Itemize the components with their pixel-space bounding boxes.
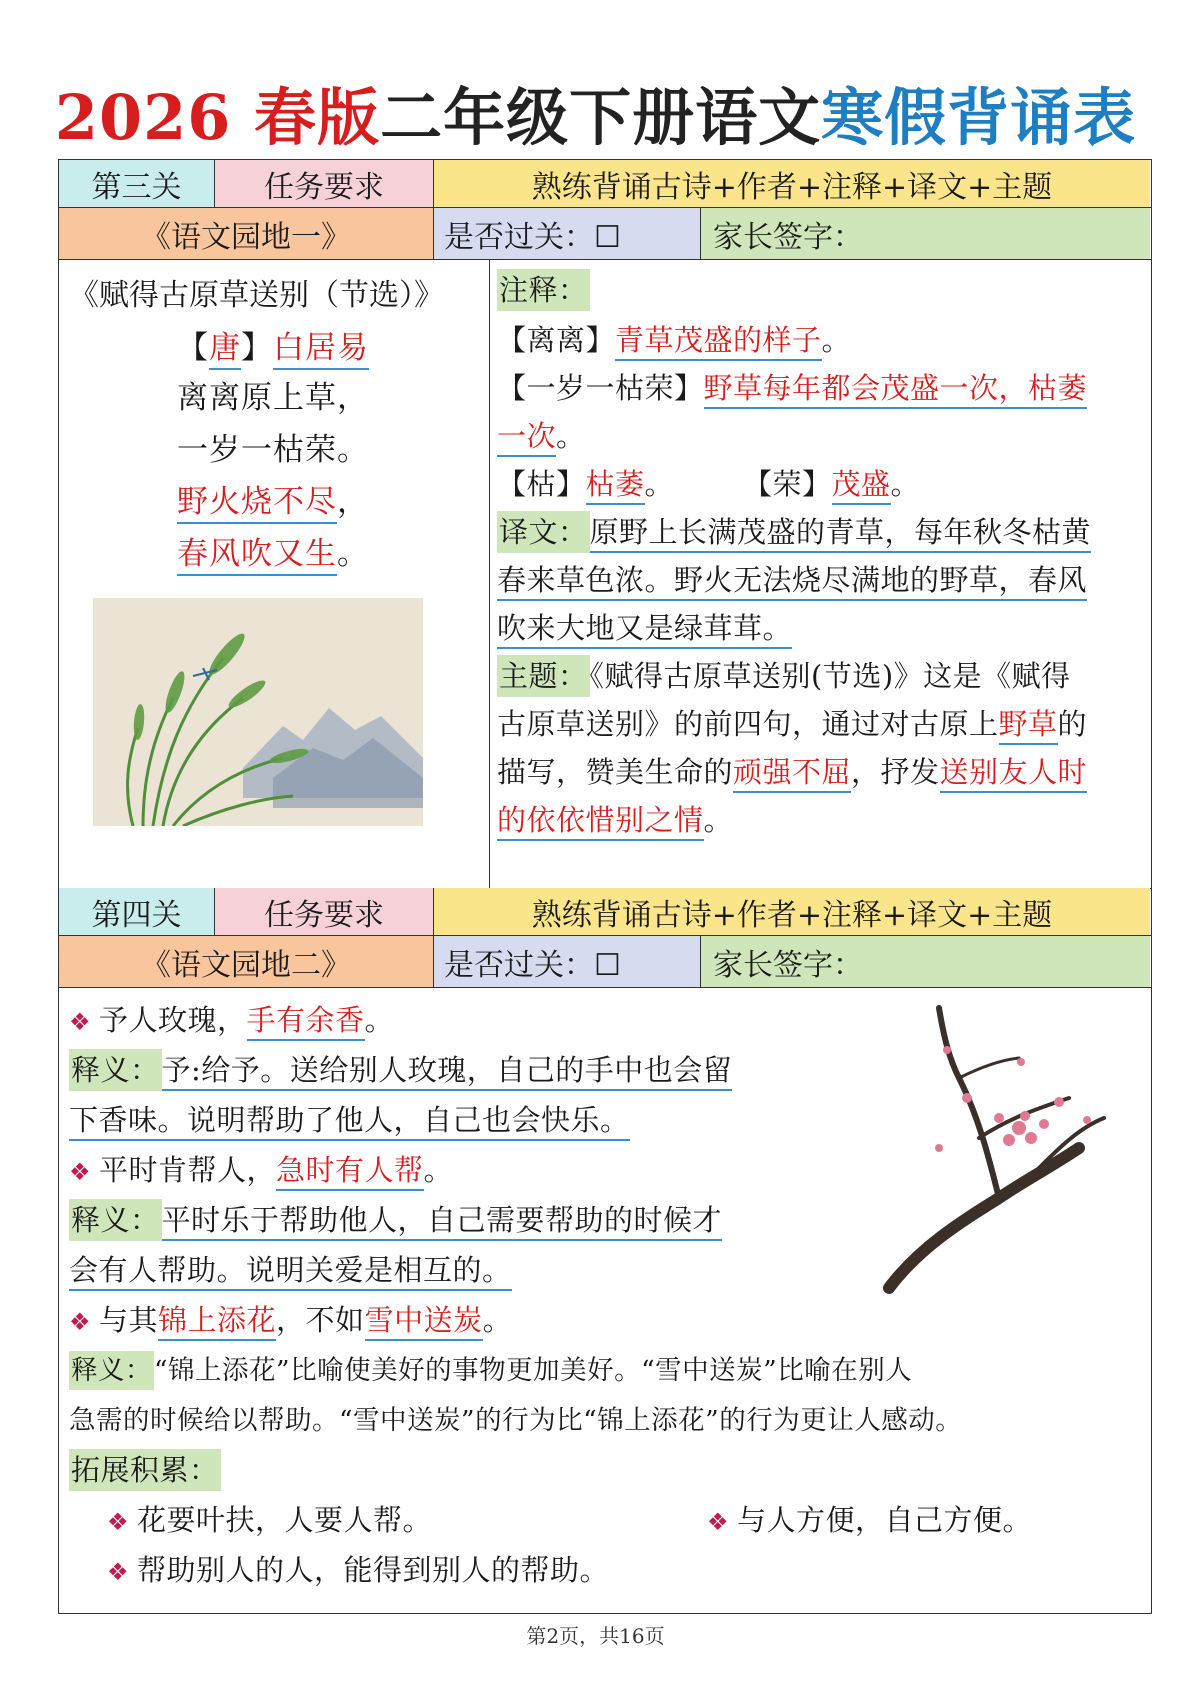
level3-task-label: 任务要求 xyxy=(215,160,434,207)
extension-label: 拓展积累： xyxy=(69,1448,221,1489)
extension-item: ❖ 花要叶扶，人要人帮。 xyxy=(107,1503,433,1537)
note-item: 【离离】青草茂盛的样子。 xyxy=(497,318,851,359)
page-number: 第2页，共16页 xyxy=(526,1624,665,1648)
level3-unit: 《语文园地一》 xyxy=(59,208,434,259)
level4-requirement: 熟练背诵古诗+作者+注释+译文+主题 xyxy=(434,888,1150,935)
note-item: 【一岁一枯荣】野草每年都会茂盛一次，枯萎 xyxy=(497,366,1087,407)
explanation-cont: 下香味。说明帮助了他人，自己也会快乐。 xyxy=(69,1098,630,1139)
level4-task-label: 任务要求 xyxy=(215,888,434,935)
level4-content xyxy=(59,988,1151,1615)
explanation-cont: 会有人帮助。说明关爱是相互的。 xyxy=(69,1248,512,1289)
saying: ❖ 予人玫瑰，手有余香。 xyxy=(69,998,394,1039)
poem-title: 《赋得古原草送别（节选）》 xyxy=(69,278,444,313)
extension-item: ❖ 帮助别人的人，能得到别人的帮助。 xyxy=(107,1553,610,1587)
poem-line: 一岁一枯荣。 xyxy=(177,432,369,468)
extension-item: ❖ 与人方便，自己方便。 xyxy=(707,1503,1033,1537)
diamond-bullet-icon: ❖ xyxy=(69,1008,92,1036)
note-item: 【枯】枯萎。 xyxy=(497,462,674,503)
diamond-bullet-icon: ❖ xyxy=(707,1508,730,1536)
poem-author: 【唐】白居易 xyxy=(177,322,369,367)
theme-cont: 古原草送别》的前四句，通过对古原上野草的 xyxy=(497,702,1087,743)
level3-label: 第三关 xyxy=(59,160,215,207)
explanation: 释义：“锦上添花”比喻使美好的事物更加美好。“雪中送炭”比喻在别人 xyxy=(69,1348,912,1387)
page-title: 2026 春版二年级下册语文寒假背诵表 xyxy=(54,81,1137,154)
diamond-bullet-icon: ❖ xyxy=(69,1308,92,1336)
saying: ❖ 与其锦上添花，不如雪中送炭。 xyxy=(69,1298,512,1339)
grass-mountain-illustration xyxy=(93,598,423,826)
diamond-bullet-icon: ❖ xyxy=(107,1508,130,1536)
explanation: 释义：平时乐于帮助他人，自己需要帮助的时候才 xyxy=(69,1198,722,1239)
theme-cont: 描写，赞美生命的顽强不屈，抒发送别友人时 xyxy=(497,750,1087,791)
level4-unit: 《语文园地二》 xyxy=(59,936,434,987)
diamond-bullet-icon: ❖ xyxy=(107,1558,130,1586)
saying: ❖ 平时肯帮人，急时有人帮。 xyxy=(69,1148,453,1189)
translation-cont: 吹来大地又是绿茸茸。 xyxy=(497,606,792,647)
explanation: 释义：予:给予。送给别人玫瑰，自己的手中也会留 xyxy=(69,1048,732,1089)
level4-label: 第四关 xyxy=(59,888,215,935)
level4-parent-signature[interactable]: 家长签字： xyxy=(701,936,1150,987)
explanation-cont: 急需的时候给以帮助。“雪中送炭”的行为比“锦上添花”的行为更让人感动。 xyxy=(69,1405,963,1436)
level3-parent-signature[interactable]: 家长签字： xyxy=(701,208,1150,259)
theme-cont: 的依依惜别之情。 xyxy=(497,798,733,839)
recitation-sheet xyxy=(58,159,1152,1614)
level3-pass-checkbox[interactable]: 是否过关：☐ xyxy=(434,208,701,259)
level3-status-row xyxy=(59,208,1151,260)
level4-status-row xyxy=(59,936,1151,988)
poem-line: 离离原上草， xyxy=(177,380,369,416)
plum-blossom-illustration xyxy=(849,998,1119,1298)
poem-line: 野火烧不尽， xyxy=(177,476,369,521)
level3-header-row xyxy=(59,160,1151,208)
poem-panel xyxy=(59,260,490,888)
translation: 译文：原野上长满茂盛的青草，每年秋冬枯黄 xyxy=(497,510,1091,551)
theme: 主题：《赋得古原草送别(节选)》这是《赋得 xyxy=(497,654,1071,695)
diamond-bullet-icon: ❖ xyxy=(69,1158,92,1186)
notes-label: 注释： xyxy=(497,268,590,309)
level4-header-row xyxy=(59,888,1151,936)
level4-pass-checkbox[interactable]: 是否过关：☐ xyxy=(434,936,701,987)
poem-line: 春风吹又生。 xyxy=(177,528,369,573)
level3-content xyxy=(59,260,1151,889)
note-item: 【荣】茂盛。 xyxy=(743,462,920,503)
level3-requirement: 熟练背诵古诗+作者+注释+译文+主题 xyxy=(434,160,1150,207)
note-item-cont: 一次。 xyxy=(497,414,586,455)
translation-cont: 春来草色浓。野火无法烧尽满地的野草，春风 xyxy=(497,558,1087,599)
